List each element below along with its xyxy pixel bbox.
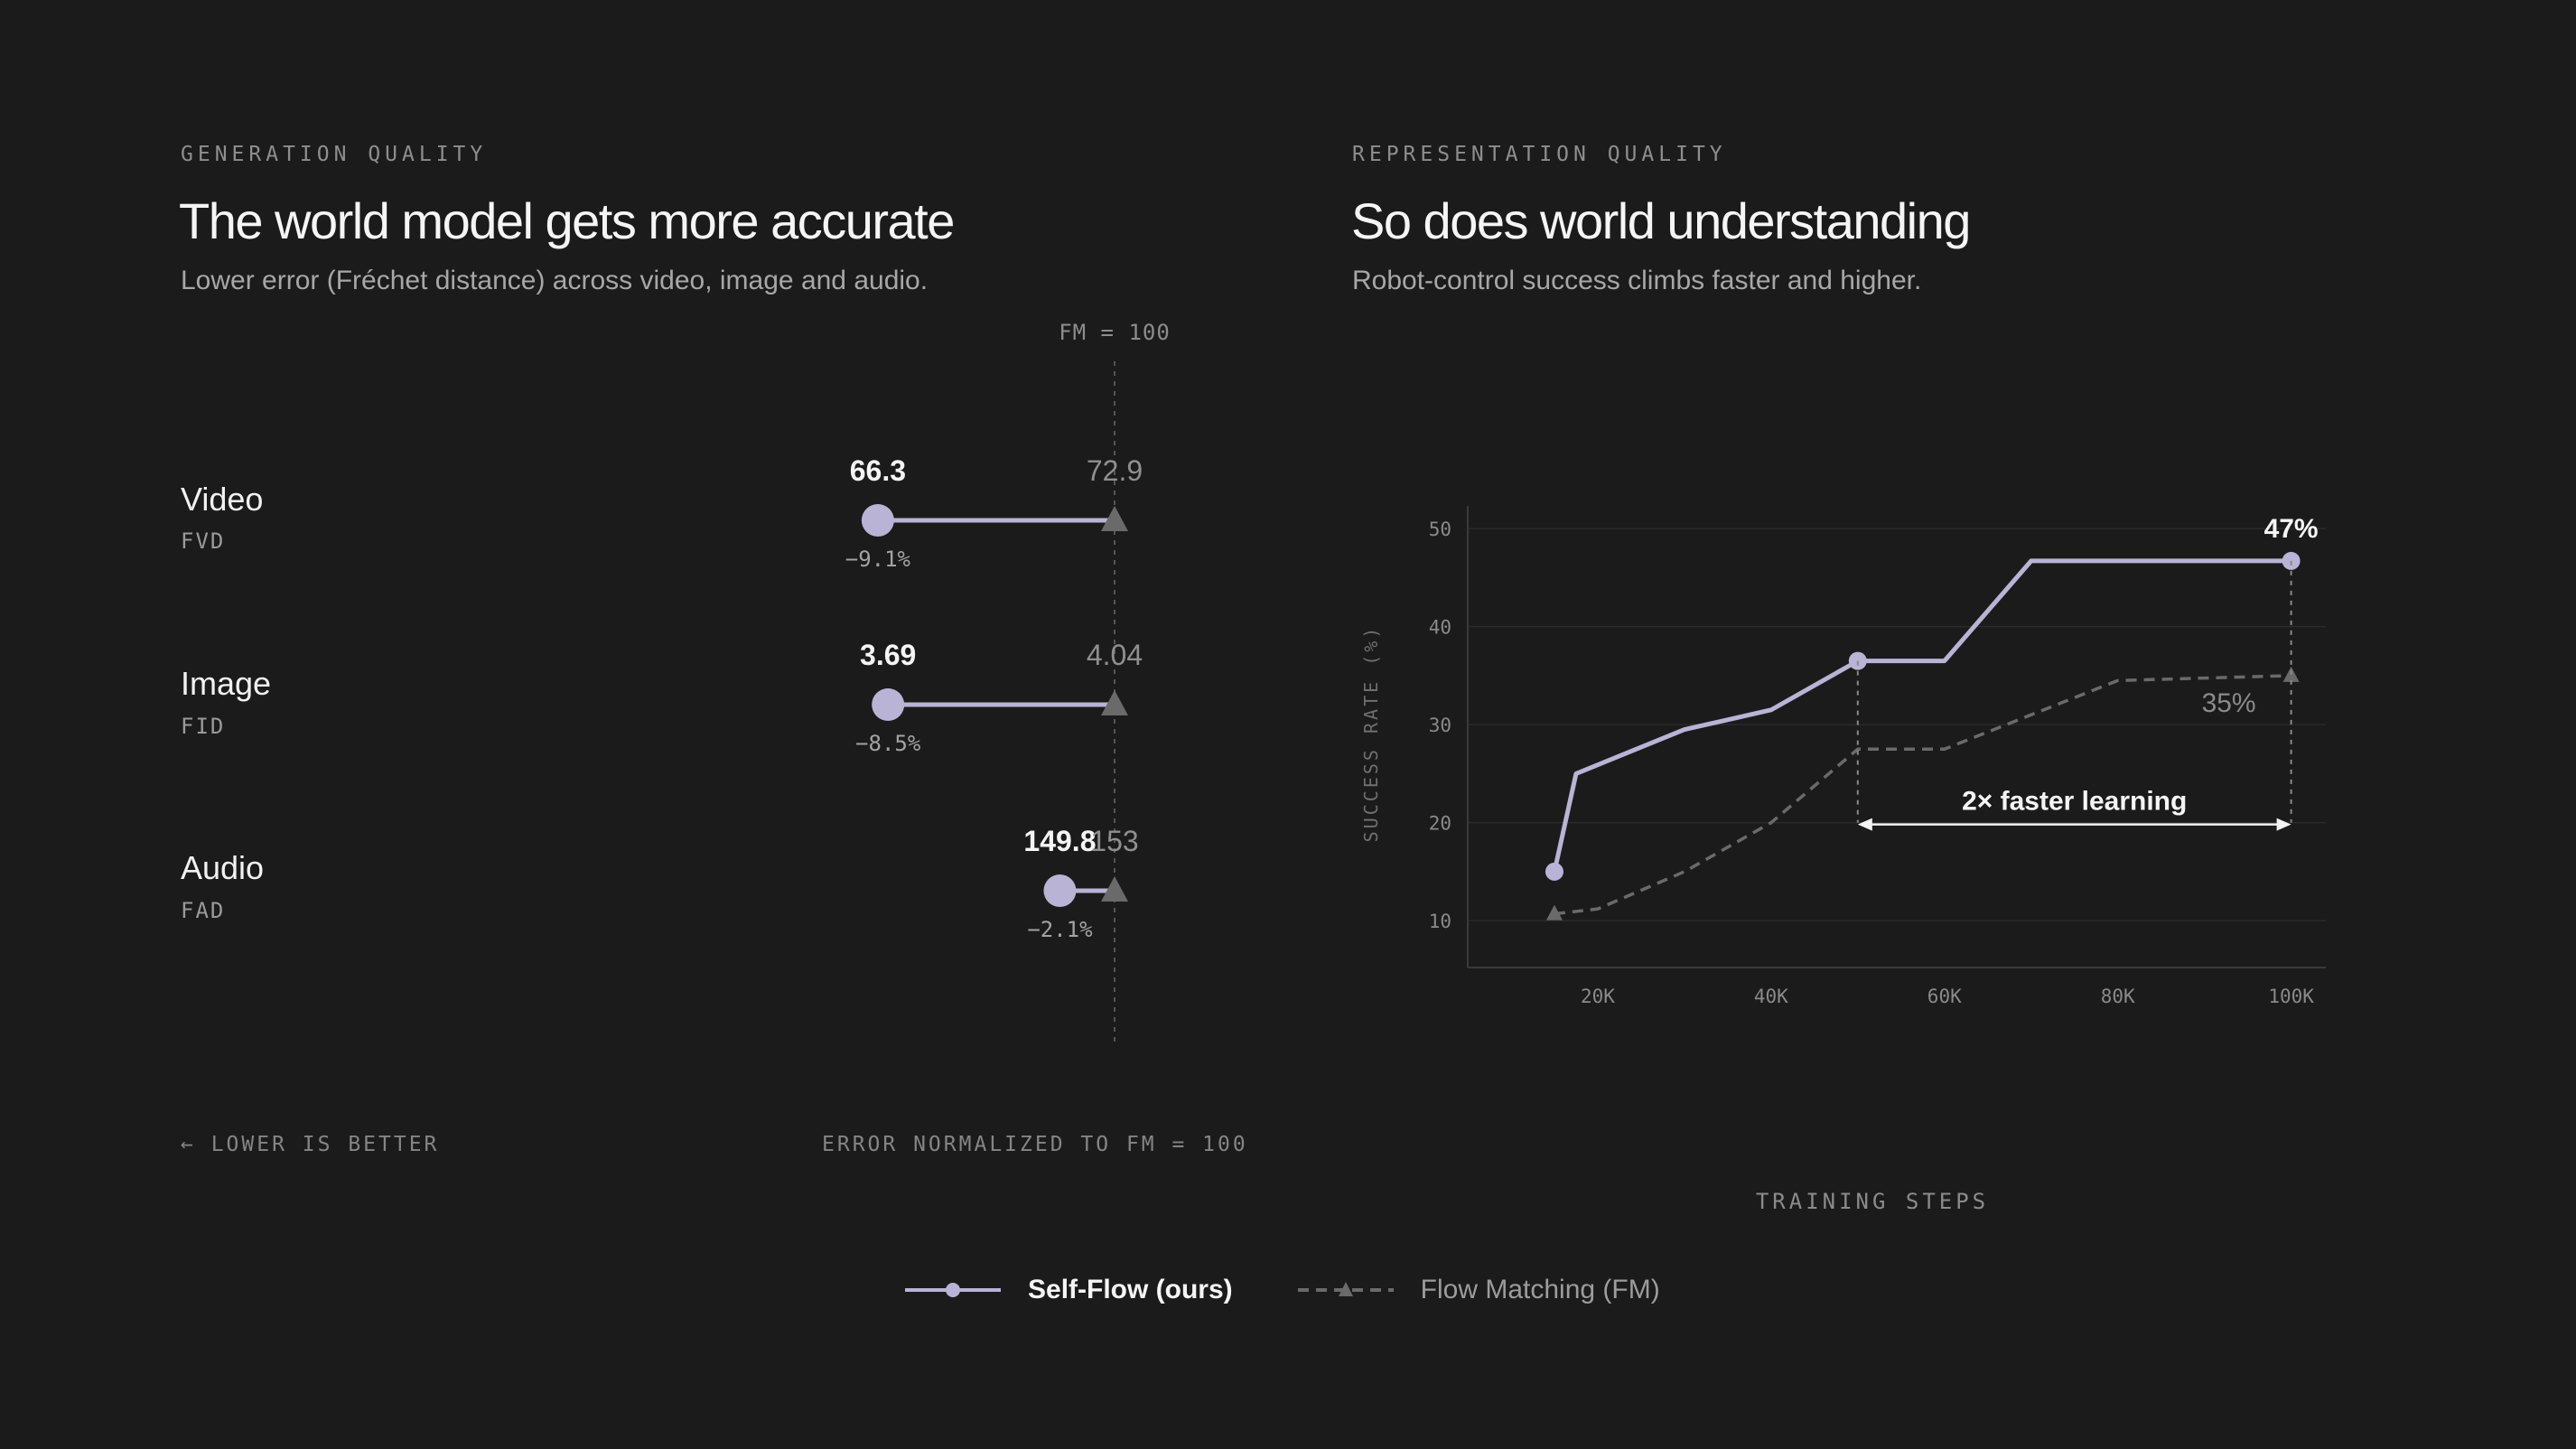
row-name-image: Image xyxy=(181,665,272,702)
x-tick-20K: 20K xyxy=(1580,986,1615,1007)
chart-ticks xyxy=(1429,519,2315,1007)
legend xyxy=(903,1260,1723,1320)
line-chart xyxy=(1337,470,2348,1238)
legend-self-flow-label: Self-Flow (ours) xyxy=(1028,1275,1233,1304)
left-title: The world model gets more accurate xyxy=(179,192,954,249)
self-flow-value-audio: 149.8 xyxy=(1023,825,1097,857)
self-flow-point-audio xyxy=(1043,874,1076,907)
annotation-arrow-left xyxy=(1858,818,1872,831)
y-tick-10: 10 xyxy=(1428,911,1451,933)
self-flow-point-video xyxy=(862,504,894,537)
x-tick-100K: 100K xyxy=(2268,986,2314,1007)
x-tick-80K: 80K xyxy=(2100,986,2135,1007)
y-axis-label: SUCCESS RATE (%) xyxy=(1360,624,1382,843)
x-axis-label: TRAINING STEPS xyxy=(1755,1189,1990,1214)
row-metric-video: FVD xyxy=(181,528,226,554)
self-flow-value-video: 66.3 xyxy=(849,454,907,487)
generation-kicker: GENERATION QUALITY xyxy=(181,143,488,166)
dumbbell-rows xyxy=(845,454,1143,942)
legend-fm-label: Flow Matching (FM) xyxy=(1420,1275,1660,1304)
row-metric-image: FID xyxy=(181,714,226,739)
normalized-note: ERROR NORMALIZED TO FM = 100 xyxy=(822,1133,1248,1156)
y-tick-50: 50 xyxy=(1428,519,1451,541)
y-tick-40: 40 xyxy=(1428,616,1451,639)
fm-reference-label: FM = 100 xyxy=(1059,320,1171,345)
annotation-arrow-right xyxy=(2277,818,2291,831)
legend-item-flow-matching xyxy=(1296,1275,1660,1305)
self-flow-marker-50000 xyxy=(1849,652,1867,670)
x-tick-60K: 60K xyxy=(1927,986,1962,1007)
legend-self-flow-swatch xyxy=(903,1281,1003,1299)
row-metric-audio: FAD xyxy=(181,898,226,923)
row-name-audio: Audio xyxy=(181,849,265,886)
change-label-image: −8.5% xyxy=(855,731,921,756)
legend-item-self-flow xyxy=(903,1275,1233,1305)
self-flow-point-image xyxy=(872,688,904,721)
change-label-video: −9.1% xyxy=(845,547,911,572)
right-title: So does world understanding xyxy=(1351,192,1970,249)
self-flow-end-label: 47% xyxy=(2263,513,2319,544)
fm-value-video: 72.9 xyxy=(1086,454,1143,487)
row-name-video: Video xyxy=(181,481,264,518)
representation-kicker: REPRESENTATION QUALITY xyxy=(1352,143,1727,166)
legend-fm-swatch xyxy=(1296,1281,1395,1299)
y-tick-20: 20 xyxy=(1428,812,1451,835)
dumbbell-chart xyxy=(0,0,1283,1084)
self-flow-marker-15000 xyxy=(1545,863,1563,881)
chart-series xyxy=(1545,552,2301,921)
chart-grid xyxy=(1468,528,2326,921)
annotation-label: 2× faster learning xyxy=(1962,786,2188,817)
lower-is-better-note: ← LOWER IS BETTER xyxy=(181,1133,440,1156)
change-label-audio: −2.1% xyxy=(1027,917,1093,942)
self-flow-marker-100000 xyxy=(2282,552,2301,570)
fm-value-audio: 153 xyxy=(1090,825,1139,857)
fm-value-image: 4.04 xyxy=(1086,639,1143,671)
fm-end-label: 35% xyxy=(2201,687,2256,718)
right-subtitle: Robot-control success climbs faster and higher. xyxy=(1352,266,1922,295)
x-tick-40K: 40K xyxy=(1753,986,1788,1007)
self-flow-value-image: 3.69 xyxy=(860,639,917,671)
y-tick-30: 30 xyxy=(1428,715,1451,737)
left-subtitle: Lower error (Fréchet distance) across video, image and audio. xyxy=(181,266,929,295)
chart-axes xyxy=(1468,506,2326,968)
